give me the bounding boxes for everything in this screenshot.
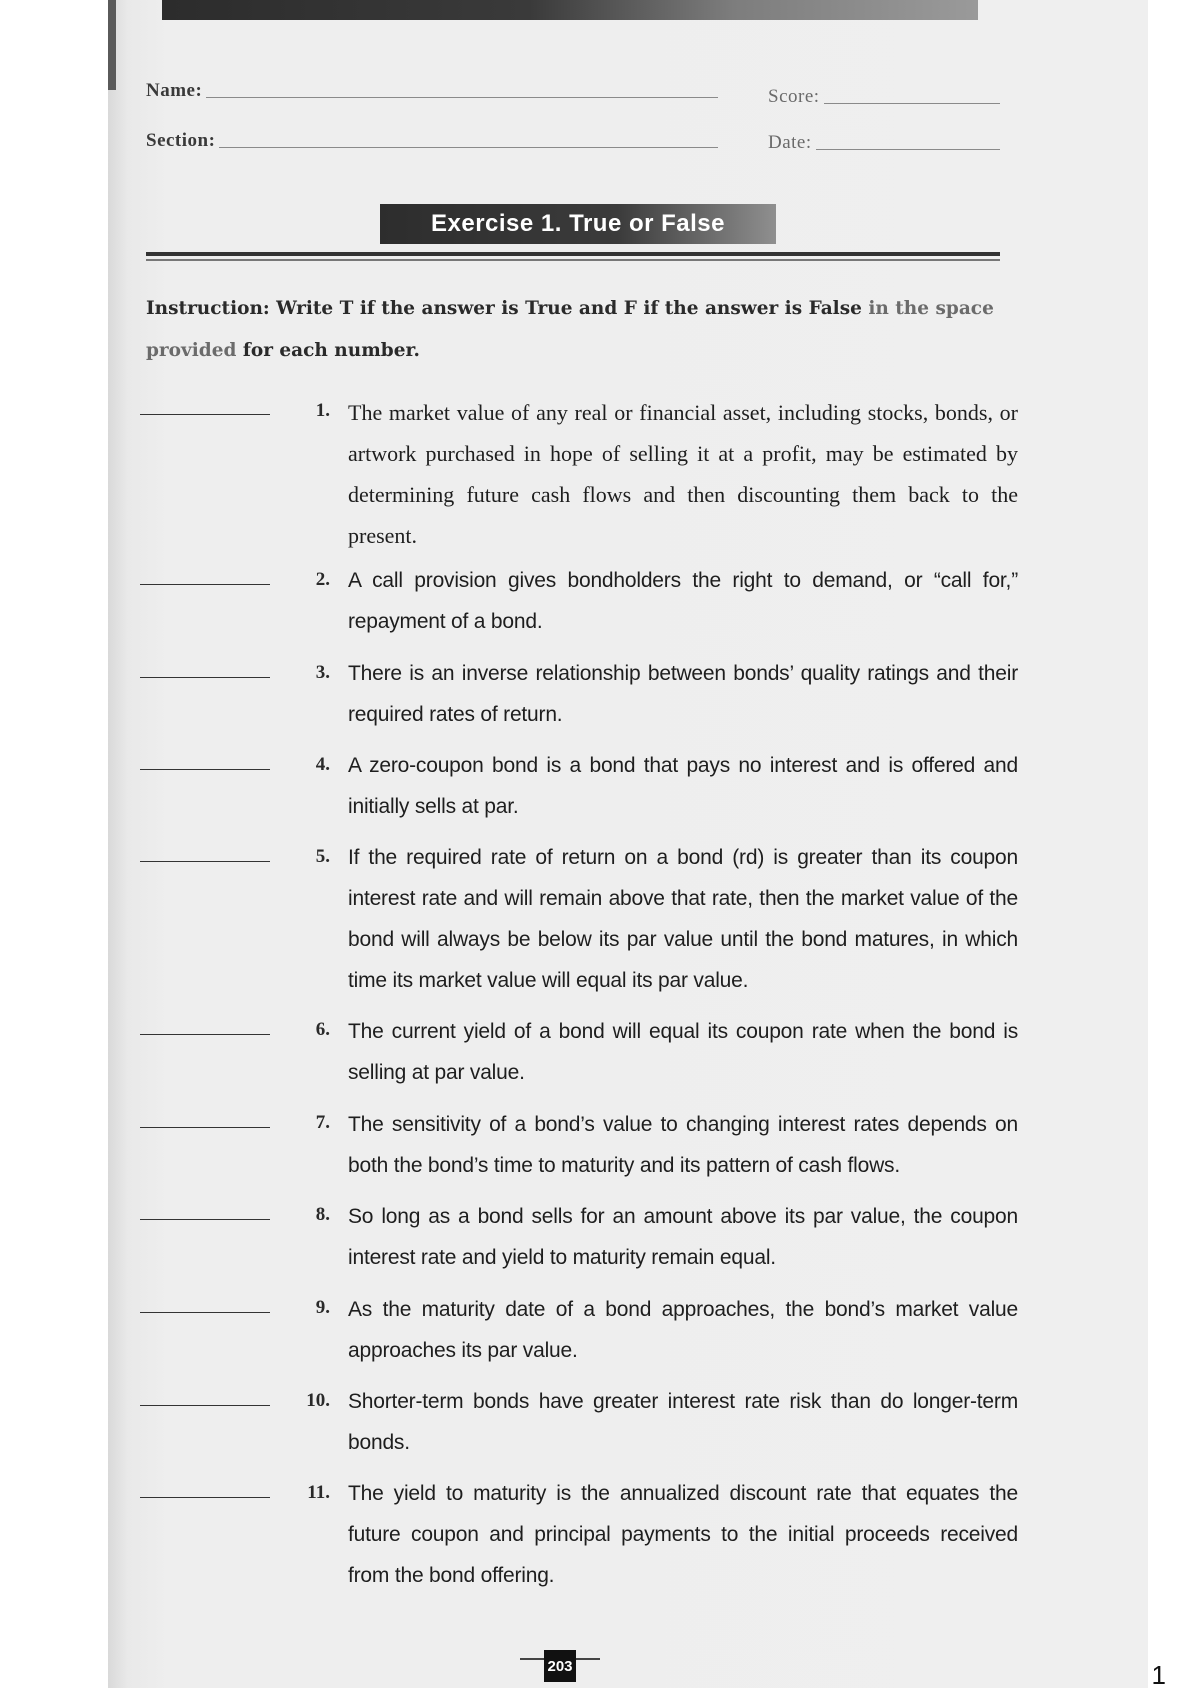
answer-blank-4[interactable]: [140, 769, 270, 770]
answer-blank-2[interactable]: [140, 584, 270, 585]
answer-blank-3[interactable]: [140, 677, 270, 678]
answer-blank-6[interactable]: [140, 1034, 270, 1035]
score-field: [768, 86, 1000, 108]
question-number-10: 10.: [306, 1390, 330, 1411]
answer-blank-5[interactable]: [140, 861, 270, 862]
spine-shadow: [108, 0, 116, 90]
page-number-block: [520, 1650, 600, 1690]
question-text-2: A call provision gives bondholders the right to demand, or “call for,” repayment of a bond.: [348, 569, 1018, 633]
answer-blank-10[interactable]: [140, 1405, 270, 1406]
question-text-3: There is an inverse relationship between bonds’ quality ratings and their required rates of return.: [348, 662, 1018, 726]
section-label: Section:: [146, 130, 216, 151]
section-field: [146, 130, 718, 152]
date-line[interactable]: [816, 149, 1000, 150]
question-number-3: 3.: [315, 662, 330, 683]
title-rule: [146, 252, 1000, 256]
question-number-6: 6.: [315, 1019, 330, 1040]
question-number-2: 2.: [315, 569, 330, 590]
name-label: Name:: [146, 80, 203, 101]
instruction-strong: Instruction: Write T if the answer is True and F if the answer is False: [146, 298, 862, 319]
header-band: [162, 0, 978, 20]
question-number-8: 8.: [315, 1204, 330, 1225]
name-line[interactable]: [206, 97, 718, 98]
instruction: [146, 288, 1006, 372]
date-field: [768, 132, 1000, 154]
question-number-7: 7.: [315, 1112, 330, 1133]
section-line[interactable]: [219, 147, 718, 148]
question-text-9: As the maturity date of a bond approaches, the bond’s market value approaches its par value.: [348, 1298, 1018, 1362]
instruction-fade: in the space provided: [146, 298, 994, 361]
question-text-10: Shorter-term bonds have greater interest rate risk than do longer-term bonds.: [348, 1390, 1018, 1454]
question-text-5: If the required rate of return on a bond (rd) is greater than its coupon interest rate and will remain above that rate, then the market value of the bond will always be below its par value until the bond matures, in which time its market value will equal its par value.: [348, 846, 1018, 992]
question-text-1: The market value of any real or financial asset, including stocks, bonds, or artwork purchased in hope of selling it at a profit, may be estimated by determining future cash flows and then discounting them back to the present.: [348, 400, 1018, 548]
question-text-6: The current yield of a bond will equal its coupon rate when the bond is selling at par value.: [348, 1020, 1018, 1084]
title-rule-thin: [146, 259, 1000, 261]
answer-blank-7[interactable]: [140, 1127, 270, 1128]
question-text-4: A zero-coupon bond is a bond that pays no interest and is offered and initially sells at par.: [348, 754, 1018, 818]
question-text-7: The sensitivity of a bond’s value to changing interest rates depends on both the bond’s time to maturity and its pattern of cash flows.: [348, 1113, 1018, 1177]
name-field: [146, 80, 718, 102]
answer-blank-8[interactable]: [140, 1219, 270, 1220]
question-number-11: 11.: [307, 1482, 330, 1503]
question-text-11: The yield to maturity is the annualized discount rate that equates the future coupon and principal payments to the initial proceeds received from the bond offering.: [348, 1482, 1018, 1587]
question-number-5: 5.: [315, 846, 330, 867]
question-number-9: 9.: [315, 1297, 330, 1318]
question-text-8: So long as a bond sells for an amount above its par value, the coupon interest rate and yield to maturity remain equal.: [348, 1205, 1018, 1269]
page-number: 203: [544, 1650, 576, 1682]
question-number-4: 4.: [315, 754, 330, 775]
score-line[interactable]: [824, 103, 1000, 104]
question-number-1: 1.: [315, 400, 330, 421]
answer-blank-11[interactable]: [140, 1497, 270, 1498]
instruction-tail: for each number.: [242, 340, 420, 361]
answer-blank-9[interactable]: [140, 1312, 270, 1313]
exercise-title: Exercise 1. True or False: [380, 204, 776, 244]
score-label: Score:: [768, 86, 820, 107]
date-label: Date:: [768, 132, 812, 153]
corner-number: 1: [1151, 1660, 1166, 1690]
answer-blank-1[interactable]: [140, 414, 270, 415]
